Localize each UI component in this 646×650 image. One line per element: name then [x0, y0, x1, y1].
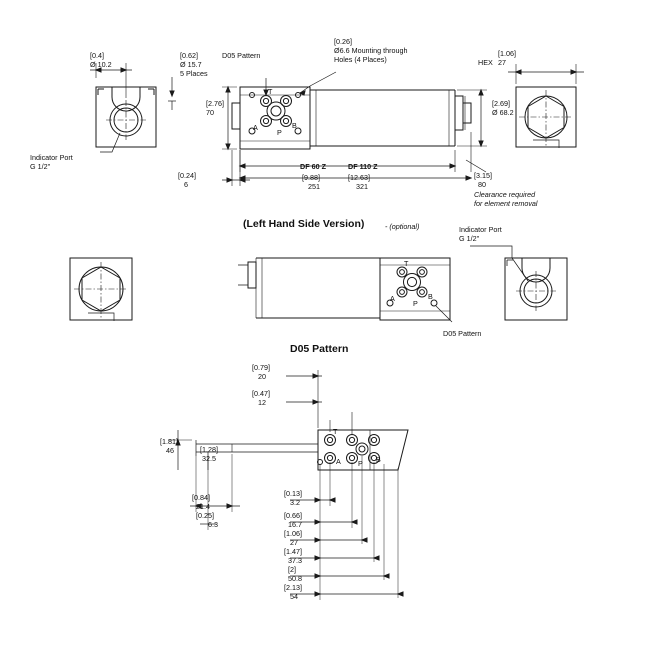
- dim-70-mm: 70: [206, 108, 214, 117]
- d05-pattern-label-mid: D05 Pattern: [443, 329, 482, 338]
- left-hand-version-title: (Left Hand Side Version): [243, 218, 365, 230]
- indicator-port-thread-mid: G 1/2": [459, 234, 480, 243]
- d05-dim-1.06-inch: [1.06]: [284, 529, 302, 538]
- model-df60z-label: DF 60 Z: [300, 162, 326, 171]
- clearance-note-line2: for element removal: [474, 199, 538, 208]
- dim-10.2-mm: Ø 10.2: [90, 60, 112, 69]
- port-letter-A-detail: A: [336, 457, 341, 466]
- dim-1.06-inch: [1.06]: [498, 49, 516, 58]
- dim-2.76-inch: [2.76]: [206, 99, 224, 108]
- d05-dim-12-mm: 12: [258, 398, 266, 407]
- d05-dim-54-mm: 54: [290, 592, 298, 601]
- port-letter-P-top: P: [277, 128, 282, 137]
- d05-dim-0.25-inch: [0.25]: [196, 511, 214, 520]
- port-letter-T-mid: T: [404, 259, 409, 268]
- hex-label: HEX: [478, 58, 493, 67]
- d05-dim-0.84-inch: [0.84]: [192, 493, 210, 502]
- d05-dim-37.3-mm: 37.3: [288, 556, 302, 565]
- d05-dim-21.4-mm: 21.4: [196, 502, 210, 511]
- dia-68.2-mm: Ø 68.2: [492, 108, 514, 117]
- df110z-inch: [12.63]: [348, 173, 370, 182]
- dim-2.69-inch: [2.69]: [492, 99, 510, 108]
- dia-6.6-mounting-holes: Ø6.6 Mounting through: [334, 46, 408, 55]
- dim-0.4-inch: [0.4]: [90, 51, 104, 60]
- d05-dim-32.5-mm: 32.5: [202, 454, 216, 463]
- dim-0.24-inch: [0.24]: [178, 171, 196, 180]
- indicator-port-label-top: Indicator Port: [30, 153, 73, 162]
- dim-0.26-inch: [0.26]: [334, 37, 352, 46]
- hex-27-mm: 27: [498, 58, 506, 67]
- d05-dim-0.79-inch: [0.79]: [252, 363, 270, 372]
- d05-dim-1.47-inch: [1.47]: [284, 547, 302, 556]
- port-letter-P-mid: P: [413, 299, 418, 308]
- port-letter-A-top: A: [253, 123, 258, 132]
- d05-dim-3.2-mm: 3.2: [290, 498, 300, 507]
- d05-dim-2.13-inch: [2.13]: [284, 583, 302, 592]
- df110z-mm: 321: [356, 182, 368, 191]
- model-df110z-label: DF 110 Z: [348, 162, 378, 171]
- port-letter-B-detail: B: [376, 455, 381, 464]
- df60z-inch: [9.88]: [302, 173, 320, 182]
- holes-4-places-note: Holes (4 Places): [334, 55, 387, 64]
- d05-dim-6.3-mm: 6.3: [208, 520, 218, 529]
- port-letter-T-top: T: [268, 87, 273, 96]
- d05-dim-0.66-inch: [0.66]: [284, 511, 302, 520]
- d05-dim-20-mm: 20: [258, 372, 266, 381]
- places-5-note: 5 Places: [180, 69, 208, 78]
- d05-pattern-detail-title: D05 Pattern: [290, 343, 349, 355]
- d05-dim-46-mm: 46: [166, 446, 174, 455]
- d05-dim-50.8-mm: 50.8: [288, 574, 302, 583]
- d05-dim-1.28-inch: [1.28]: [200, 445, 218, 454]
- port-letter-B-top: B: [292, 121, 297, 130]
- clearance-mm: 80: [478, 180, 486, 189]
- dim-6-mm: 6: [184, 180, 188, 189]
- d05-dim-27-mm: 27: [290, 538, 298, 547]
- clearance-inch: [3.15]: [474, 171, 492, 180]
- d05-dim-16.7-mm: 16.7: [288, 520, 302, 529]
- indicator-port-label-mid: Indicator Port: [459, 225, 502, 234]
- indicator-port-thread-top: G 1/2": [30, 162, 51, 171]
- d05-dim-0.47-inch: [0.47]: [252, 389, 270, 398]
- port-letter-P-detail: P: [358, 459, 363, 468]
- d05-pattern-label-top: D05 Pattern: [222, 51, 261, 60]
- port-letter-A-mid: A: [390, 294, 395, 303]
- dim-15.7-mm: Ø 15.7: [180, 60, 202, 69]
- left-hand-version-optional: - (optional): [385, 222, 420, 231]
- d05-dim-0.13-inch: [0.13]: [284, 489, 302, 498]
- port-letter-B-mid: B: [428, 292, 433, 301]
- df60z-mm: 251: [308, 182, 320, 191]
- d05-dim-1.81-inch: [1.81]: [160, 437, 178, 446]
- d05-dim-2-inch: [2]: [288, 565, 296, 574]
- dim-0.62-inch: [0.62]: [180, 51, 198, 60]
- clearance-note-line1: Clearance required: [474, 190, 536, 199]
- port-letter-T-detail: T: [333, 427, 338, 436]
